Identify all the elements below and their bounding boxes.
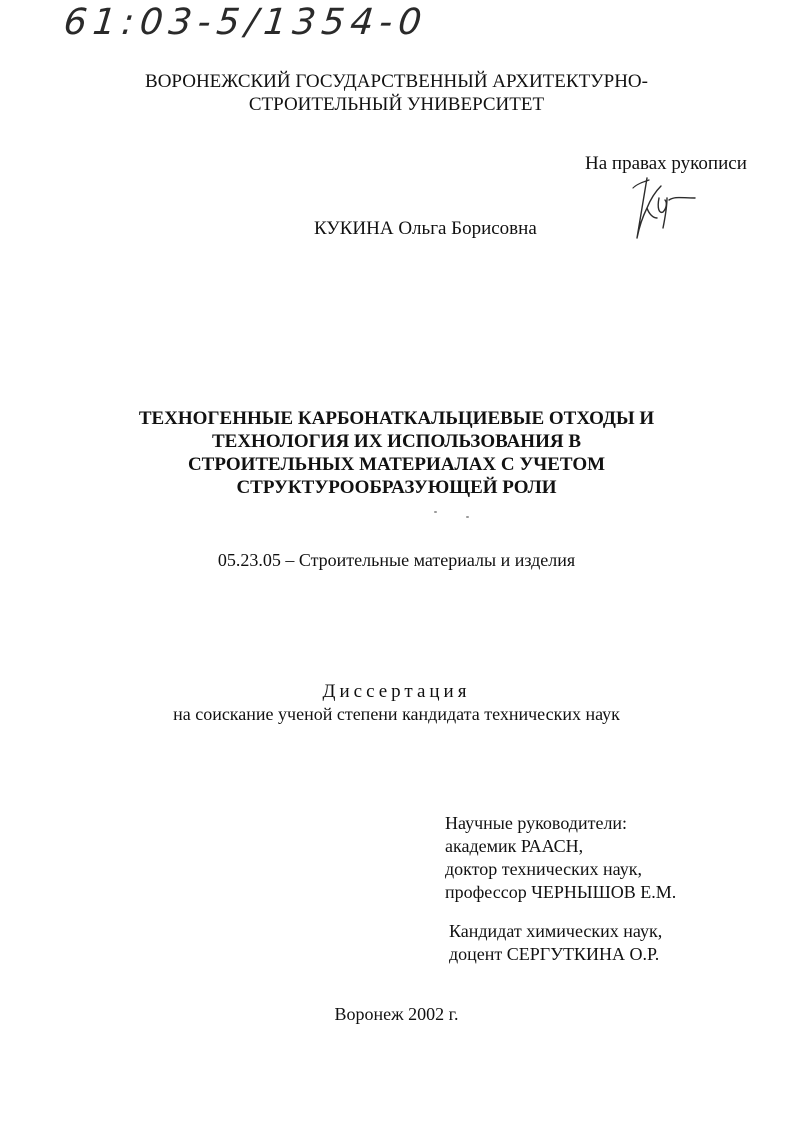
cosupervisor-line-1: Кандидат химических наук, bbox=[449, 921, 663, 941]
title-line-2: ТЕХНОЛОГИЯ ИХ ИСПОЛЬЗОВАНИЯ В bbox=[211, 431, 581, 452]
title-line-3: СТРОИТЕЛЬНЫХ МАТЕРИАЛАХ С УЧЕТОМ bbox=[187, 454, 606, 475]
university-line-2: СТРОИТЕЛЬНЫЙ УНИВЕРСИТЕТ bbox=[248, 94, 545, 115]
title-line-1: ТЕХНОГЕННЫЕ КАРБОНАТКАЛЬЦИЕВЫЕ ОТХОДЫ И bbox=[138, 408, 655, 429]
document-purpose: на соискание ученой степени кандидата технических наук bbox=[173, 704, 620, 724]
title-line-4: СТРУКТУРООБРАЗУЮЩЕЙ РОЛИ bbox=[236, 477, 557, 498]
university-name bbox=[0, 70, 793, 116]
city-year: Воронеж 2002 г. bbox=[334, 1004, 459, 1024]
dissertation-title bbox=[0, 407, 793, 499]
author-name: КУКИНА Ольга Борисовна bbox=[314, 218, 537, 239]
document-type: Диссертация bbox=[322, 681, 471, 702]
signature-icon bbox=[625, 168, 705, 248]
scientific-supervisors bbox=[445, 812, 676, 904]
manuscript-note: На правах рукописи bbox=[585, 153, 747, 174]
supervisor-line-3: профессор ЧЕРНЫШОВ Е.М. bbox=[445, 882, 677, 902]
university-line-1: ВОРОНЕЖСКИЙ ГОСУДАРСТВЕННЫЙ АРХИТЕКТУРНО- bbox=[145, 71, 648, 92]
supervisor-line-1: академик РААСН, bbox=[445, 836, 584, 856]
archive-code: 61:03-5/1354-0 bbox=[61, 2, 430, 43]
supervisor-line-2: доктор технических наук, bbox=[445, 859, 642, 879]
specialty-code: 05.23.05 – Строительные материалы и изделия bbox=[217, 550, 576, 570]
supervisors-heading: Научные руководители: bbox=[445, 813, 628, 833]
co-supervisor bbox=[449, 920, 662, 966]
scan-speck bbox=[466, 516, 469, 518]
cosupervisor-line-2: доцент СЕРГУТКИНА О.Р. bbox=[449, 944, 660, 964]
scan-speck bbox=[434, 511, 437, 513]
